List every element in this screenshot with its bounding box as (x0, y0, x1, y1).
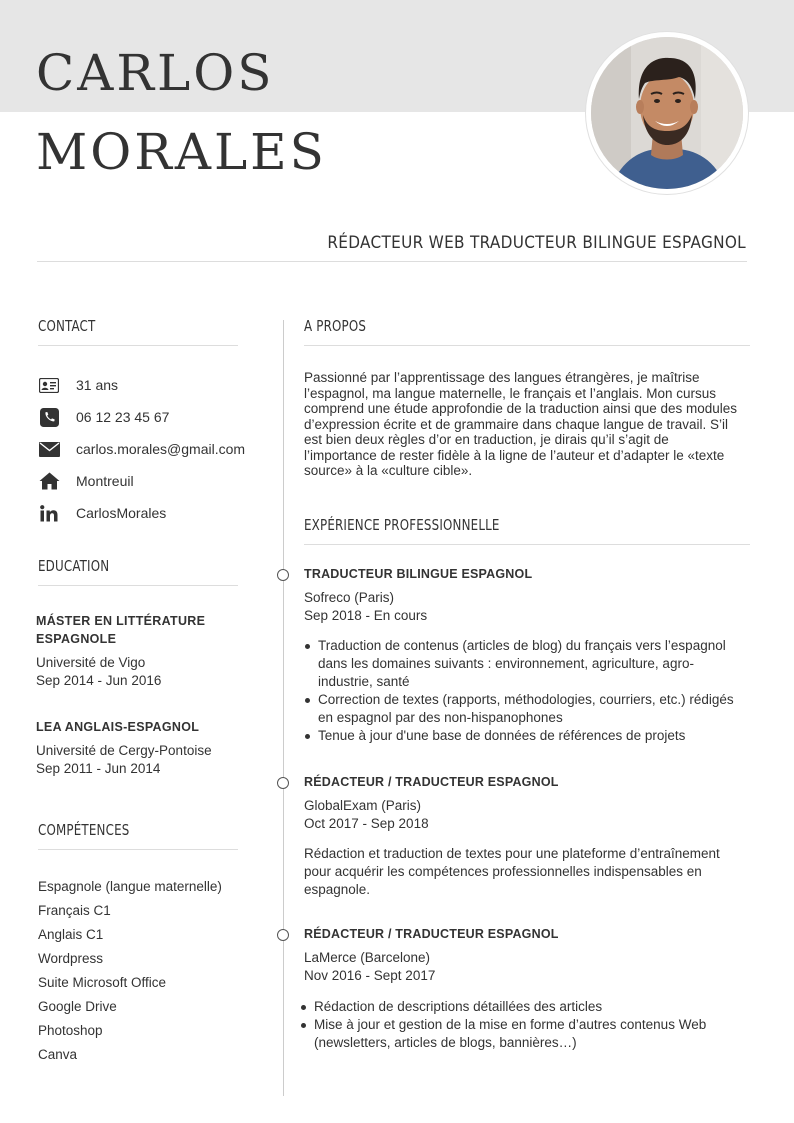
job-3-bullets (300, 998, 730, 1052)
skill-item: Espagnole (langue maternelle) (38, 879, 222, 894)
job-1-dates: Sep 2018 - En cours (304, 608, 428, 623)
skills-divider (38, 849, 238, 850)
education-dates-1: Sep 2014 - Jun 2016 (36, 673, 162, 688)
skill-item: Français C1 (38, 903, 111, 918)
contact-city-value: Montreuil (76, 473, 134, 489)
linkedin-icon (38, 503, 60, 523)
contact-age (38, 375, 118, 395)
education-divider (38, 585, 238, 586)
portrait-illustration (591, 37, 743, 189)
header-divider (37, 261, 747, 262)
education-school-2: Université de Cergy-Pontoise (36, 743, 212, 758)
job-1-company: Sofreco (Paris) (304, 590, 395, 605)
skill-item: Anglais C1 (38, 927, 104, 942)
experience-title: EXPÉRIENCE PROFESSIONNELLE (304, 516, 500, 534)
contact-linkedin-value[interactable]: CarlosMorales (76, 505, 167, 521)
contact-linkedin (38, 503, 166, 523)
contact-age-value: 31 ans (76, 377, 119, 393)
about-text: Passionné par l’apprentissage des langues étrangères, je maîtrise l’espagnol, ma langue maternelle, le français et l’anglais. Mon cursus comprend une étude approfondie de la traduction ainsi que des modules d’expression écrite et de grammaire dans chaque langue de travail. S’il est bien deux règles d’or en traduction, je dirais qu’il s’agit de l’importance de rester fidèle à la ligne de l’auteur et d’adapter le «texte source» à la «culture cible». (304, 370, 738, 478)
last-name: MORALES (36, 123, 327, 181)
home-icon (38, 471, 60, 491)
timeline-line (283, 320, 284, 1096)
list-item: Mise à jour et gestion de la mise en forme d’autres contenus Web (newsletters, articles de blogs, bannières…) (300, 1016, 730, 1052)
education-school-1: Université de Vigo (36, 655, 146, 670)
about-divider (304, 345, 750, 346)
contact-title: CONTACT (38, 317, 96, 335)
list-item: Traduction de contenus (articles de blog) du français vers l’espagnol dans les domaines suivants : environnement, agriculture, agro-industrie, santé (304, 637, 744, 691)
first-name: CARLOS (36, 44, 275, 102)
job-3-dates: Nov 2016 - Sept 2017 (304, 968, 436, 983)
skills-title: COMPÉTENCES (38, 821, 130, 839)
contact-phone-value[interactable]: 06 12 23 45 67 (76, 409, 170, 425)
education-degree-1-line2: ESPAGNOLE (36, 632, 117, 646)
contact-email-value[interactable]: carlos.morales@gmail.com (76, 441, 246, 457)
avatar (591, 37, 743, 189)
skill-item: Canva (38, 1047, 78, 1062)
contact-city (38, 471, 134, 491)
job-3-company: LaMerce (Barcelone) (304, 950, 431, 965)
email-icon (38, 439, 60, 459)
skill-item: Wordpress (38, 951, 104, 966)
phone-icon (38, 407, 60, 427)
list-item: Rédaction de descriptions détaillées des articles (300, 998, 730, 1016)
experience-divider (304, 544, 750, 545)
timeline-dot (277, 777, 289, 789)
skill-item: Suite Microsoft Office (38, 975, 167, 990)
job-2-description: Rédaction et traduction de textes pour une plateforme d’entraînement pour acquérir les compétences professionnelles indispensables en espagnole. (304, 846, 720, 897)
job-1-role: TRADUCTEUR BILINGUE ESPAGNOL (304, 567, 533, 581)
job-title: RÉDACTEUR WEB TRADUCTEUR BILINGUE ESPAGNOL (327, 233, 746, 253)
skill-item: Photoshop (38, 1023, 103, 1038)
education-title: EDUCATION (38, 557, 110, 575)
contact-email (38, 439, 245, 459)
timeline-dot (277, 929, 289, 941)
education-dates-2: Sep 2011 - Jun 2014 (36, 761, 161, 776)
profile-photo (586, 32, 748, 194)
timeline-dot (277, 569, 289, 581)
contact-divider (38, 345, 238, 346)
education-degree-2: LEA ANGLAIS-ESPAGNOL (36, 720, 200, 734)
about-title: A PROPOS (304, 317, 367, 335)
job-2-company: GlobalExam (Paris) (304, 798, 422, 813)
list-item: Correction de textes (rapports, méthodologies, courriers, etc.) rédigés en espagnol par des non-hispanophones (304, 691, 744, 727)
list-item: Tenue à jour d'une base de données de références de projets (304, 727, 744, 745)
id-card-icon (38, 375, 60, 395)
skill-item: Google Drive (38, 999, 117, 1014)
job-3-role: RÉDACTEUR / TRADUCTEUR ESPAGNOL (304, 927, 559, 941)
job-1-bullets (304, 637, 744, 745)
job-2-dates: Oct 2017 - Sep 2018 (304, 816, 429, 831)
contact-phone (38, 407, 169, 427)
job-2-role: RÉDACTEUR / TRADUCTEUR ESPAGNOL (304, 775, 559, 789)
education-degree-1-line1: MÁSTER EN LITTÉRATURE (36, 614, 206, 628)
